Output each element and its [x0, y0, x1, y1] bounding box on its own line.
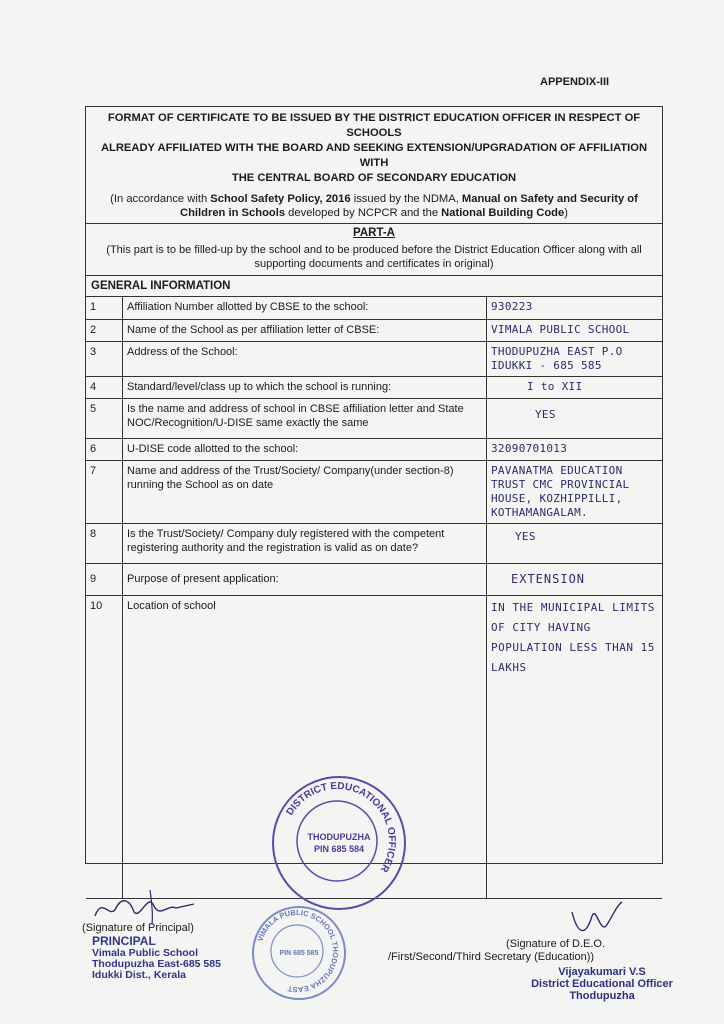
table-row: [86, 563, 662, 595]
row-number: 6: [86, 438, 123, 460]
row-label: Name and address of the Trust/Society/ Company(under section-8) running the School as on date: [123, 460, 487, 523]
title-line-2: ALREADY AFFILIATED WITH THE BOARD AND SEEKING EXTENSION/UPGRADATION OF AFFILIATION WITH: [100, 142, 648, 169]
deo-seal-place: Thodupuzha: [569, 990, 635, 1002]
row-label: Purpose of present application:: [123, 563, 487, 595]
principal-seal-line: Vimala Public School: [92, 947, 199, 959]
subtitle-part: issued by the NDMA,: [350, 193, 462, 205]
row-label: Is the Trust/Society/ Company duly registered with the competent registering authority and the registration is valid as on date?: [123, 523, 487, 563]
row-answer: I to XII: [487, 376, 663, 398]
principal-signature-label: (Signature of Principal): [82, 922, 194, 934]
subtitle-part: (In accordance with: [110, 193, 211, 205]
form-title: [86, 107, 662, 188]
row-number: 10: [86, 595, 123, 898]
table-row: [86, 523, 662, 563]
row-number: 9: [86, 563, 123, 595]
row-answer: 930223: [487, 297, 663, 319]
stamp-ring-text: DISTRICT EDUCATIONAL OFFICER: [284, 780, 398, 874]
row-number: 1: [86, 297, 123, 319]
stamp-center-line: THODUPUZHA: [307, 832, 371, 842]
row-answer: YES: [487, 523, 663, 563]
part-note: (This part is to be filled-up by the school and to be produced before the District Education Officer along with all supporting documents and certificates in original): [86, 240, 662, 276]
row-label: Affiliation Number allotted by CBSE to the school:: [123, 297, 487, 319]
table-row: [86, 297, 662, 319]
deo-signature-block: [382, 896, 682, 1002]
title-line-1: FORMAT OF CERTIFICATE TO BE ISSUED BY THE DISTRICT EDUCATION OFFICER IN RESPECT OF SCHOOLS: [107, 112, 641, 139]
subtitle-manual: Manual on Safety and Security of Children in Schools: [180, 193, 638, 219]
row-label: Name of the School as per affiliation letter of CBSE:: [123, 319, 487, 341]
form-subtitle: [86, 188, 662, 224]
stamp-center-line: PIN 685 584: [313, 844, 365, 854]
principal-seal-line: Idukki Dist., Kerala: [92, 969, 186, 981]
row-answer: PAVANATMA EDUCATION TRUST CMC PROVINCIAL HOUSE, KOZHIPPILLI, KOTHAMANGALAM.: [487, 460, 663, 523]
deo-secretary-line: /First/Second/Third Secretary (Education)): [388, 951, 595, 963]
row-number: 5: [86, 398, 123, 438]
appendix-label: APPENDIX-III: [540, 76, 610, 88]
subtitle-policy: School Safety Policy, 2016: [210, 193, 351, 205]
table-row: [86, 319, 662, 341]
row-answer: EXTENSION: [487, 563, 663, 595]
table-row: [86, 376, 662, 398]
certificate-form: [85, 106, 663, 864]
school-stamp-center: PIN 685 585: [279, 949, 319, 957]
table-row: [86, 341, 662, 376]
row-number: 2: [86, 319, 123, 341]
principal-signature-scribble: [90, 886, 200, 926]
table-row: [86, 438, 662, 460]
row-answer: YES: [487, 398, 663, 438]
row-answer: VIMALA PUBLIC SCHOOL: [487, 319, 663, 341]
row-answer: THODUPUZHA EAST P.O IDUKKI - 685 585: [487, 341, 663, 376]
row-answer: IN THE MUNICIPAL LIMITS OF CITY HAVING POPULATION LESS THAN 15 LAKHS: [487, 595, 663, 898]
table-row: [86, 398, 662, 438]
principal-seal-line: Thodupuzha East-685 585: [92, 958, 221, 970]
row-label: Location of school: [123, 595, 487, 898]
principal-seal-title: PRINCIPAL: [92, 934, 156, 948]
school-stamp-ring-text: VIMALA PUBLIC SCHOOL THODUPUZHA EAST: [255, 907, 341, 995]
row-label: Standard/level/class up to which the school is running:: [123, 376, 487, 398]
deo-seal: [382, 966, 682, 1002]
row-label: Is the name and address of school in CBSE affiliation letter and State NOC/Recognition/U-DISE same exactly the same: [123, 398, 487, 438]
subtitle-part: ): [564, 207, 568, 219]
part-title: PART-A: [353, 227, 395, 239]
row-label: U-DISE code allotted to the school:: [123, 438, 487, 460]
subtitle-code: National Building Code: [441, 207, 565, 219]
row-number: 4: [86, 376, 123, 398]
row-label: Address of the School:: [123, 341, 487, 376]
section-heading: GENERAL INFORMATION: [86, 276, 662, 297]
table-row: [86, 460, 662, 523]
deo-office-stamp: [272, 776, 406, 910]
row-number: 8: [86, 523, 123, 563]
subtitle-part: developed by NCPCR and the: [285, 207, 442, 219]
school-stamp: [252, 906, 346, 1000]
row-number: 7: [86, 460, 123, 523]
deo-seal-name: Vijayakumari V.S: [558, 966, 646, 978]
deo-signature-label: (Signature of D.E.O.: [506, 938, 606, 950]
deo-signature-scribble: [566, 896, 626, 940]
row-answer: 32090701013: [487, 438, 663, 460]
principal-seal: [78, 935, 228, 981]
principal-signature-block: [78, 886, 228, 981]
deo-seal-title: District Educational Officer: [531, 978, 673, 990]
row-number: 3: [86, 341, 123, 376]
title-line-3: THE CENTRAL BOARD OF SECONDARY EDUCATION: [231, 172, 517, 184]
